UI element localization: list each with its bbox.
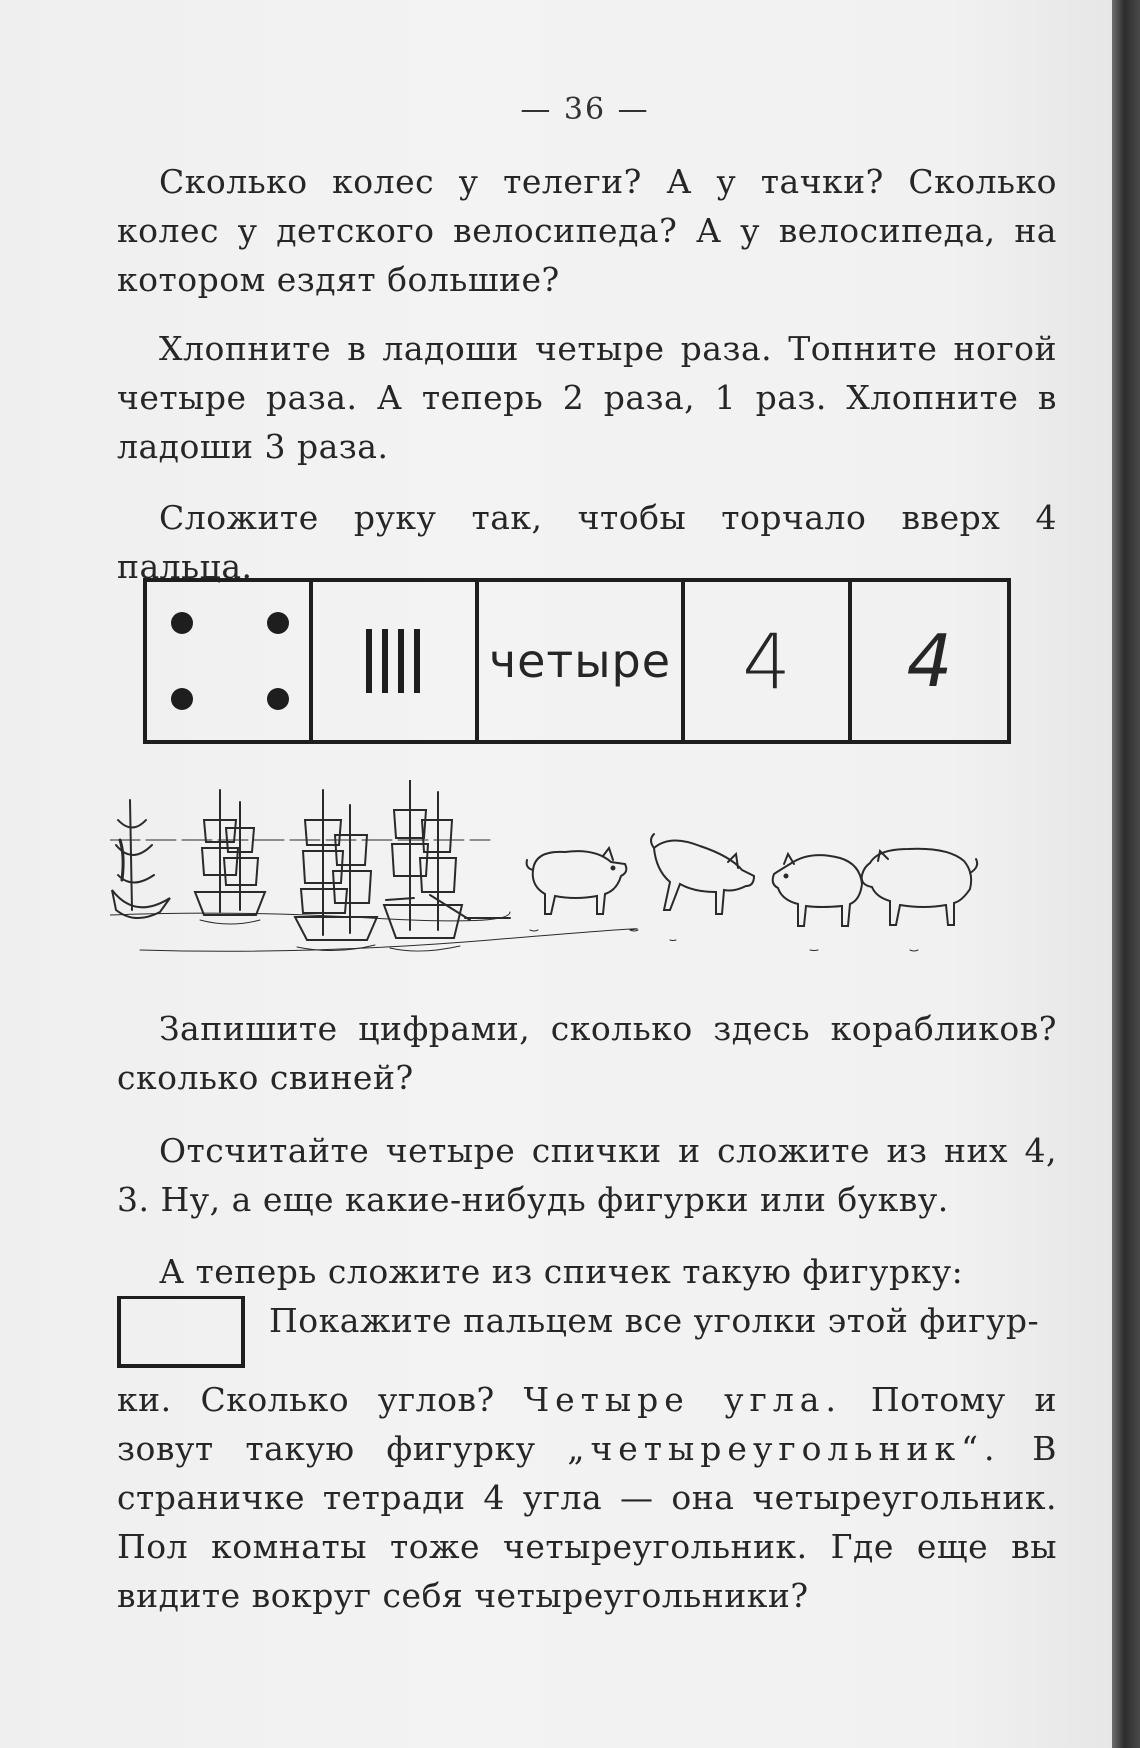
paragraph-wheels: Сколько колес у телеги? А у тачки? Сколько колес у детского велосипеда? А у велосипеда, на котором ездят большие? bbox=[117, 162, 1057, 299]
ship-icon bbox=[195, 790, 265, 924]
figure-intro-text: А теперь сложите из спичек такую фигурку: bbox=[159, 1252, 964, 1291]
paragraph-figure-intro bbox=[117, 1247, 1057, 1345]
ships-and-pigs-illustration bbox=[110, 780, 1080, 980]
paragraph-quadrilateral bbox=[117, 1375, 1057, 1620]
paragraph-count-ships-pigs: Запишите цифрами, сколько здесь корабликов? сколько свиней? bbox=[117, 1009, 1057, 1097]
pig-icon bbox=[651, 834, 754, 914]
page-number: — 36 — bbox=[520, 92, 650, 127]
book-spine bbox=[1112, 0, 1140, 1748]
pig-icon bbox=[862, 849, 977, 925]
naming-text: Потому и зовут такую фигурку bbox=[117, 1380, 1058, 1468]
show-corners-text: Покажите пальцем все уголки этой фигур- bbox=[269, 1301, 1040, 1340]
paragraph-matches: Отсчитайте четыре спички и сложите из них 4, 3. Ну, а еще какие-нибудь фигурки или букву. bbox=[117, 1131, 1057, 1219]
number-four-table bbox=[143, 578, 1011, 744]
dot-icon bbox=[267, 688, 289, 710]
quadrilateral-term: „четыреугольник“. bbox=[567, 1429, 1001, 1468]
ship-icon bbox=[112, 800, 170, 918]
word-cell bbox=[479, 582, 685, 740]
tally-marks-icon bbox=[359, 621, 429, 701]
printed-digit: 4 bbox=[742, 616, 791, 706]
tally-cell bbox=[313, 582, 479, 740]
dot-icon bbox=[171, 688, 193, 710]
paragraph-clap: Хлопните в ладоши четыре раза. Топните ногой четыре раза. А теперь 2 раза, 1 раз. Хлопните в ладоши 3 раза. bbox=[117, 329, 1057, 466]
pig-icon bbox=[527, 848, 627, 914]
pig-icon bbox=[773, 854, 862, 926]
four-corners-answer: Четыре угла. bbox=[523, 1380, 842, 1419]
digit-cell bbox=[685, 582, 852, 740]
paragraph-fingers: Сложите руку так, чтобы торчало вверх 4 пальца. bbox=[117, 498, 1057, 586]
dot-icon bbox=[171, 612, 193, 634]
ship-icon bbox=[384, 780, 470, 951]
corners-question: ки. Сколько углов? bbox=[117, 1380, 495, 1419]
ship-icon bbox=[295, 790, 377, 951]
quadrilateral-examples: В страничке тетради 4 угла — она четыреугольник. Пол комнаты тоже четыреугольник. Где еще вы видите вокруг себя четыреугольники? bbox=[117, 1429, 1057, 1615]
script-digit-cell bbox=[852, 582, 1007, 740]
dot-icon bbox=[267, 612, 289, 634]
dots-cell bbox=[147, 582, 313, 740]
number-word: четыре bbox=[488, 634, 672, 688]
script-digit: 4 bbox=[906, 619, 953, 703]
matchstick-square-figure bbox=[117, 1296, 245, 1368]
